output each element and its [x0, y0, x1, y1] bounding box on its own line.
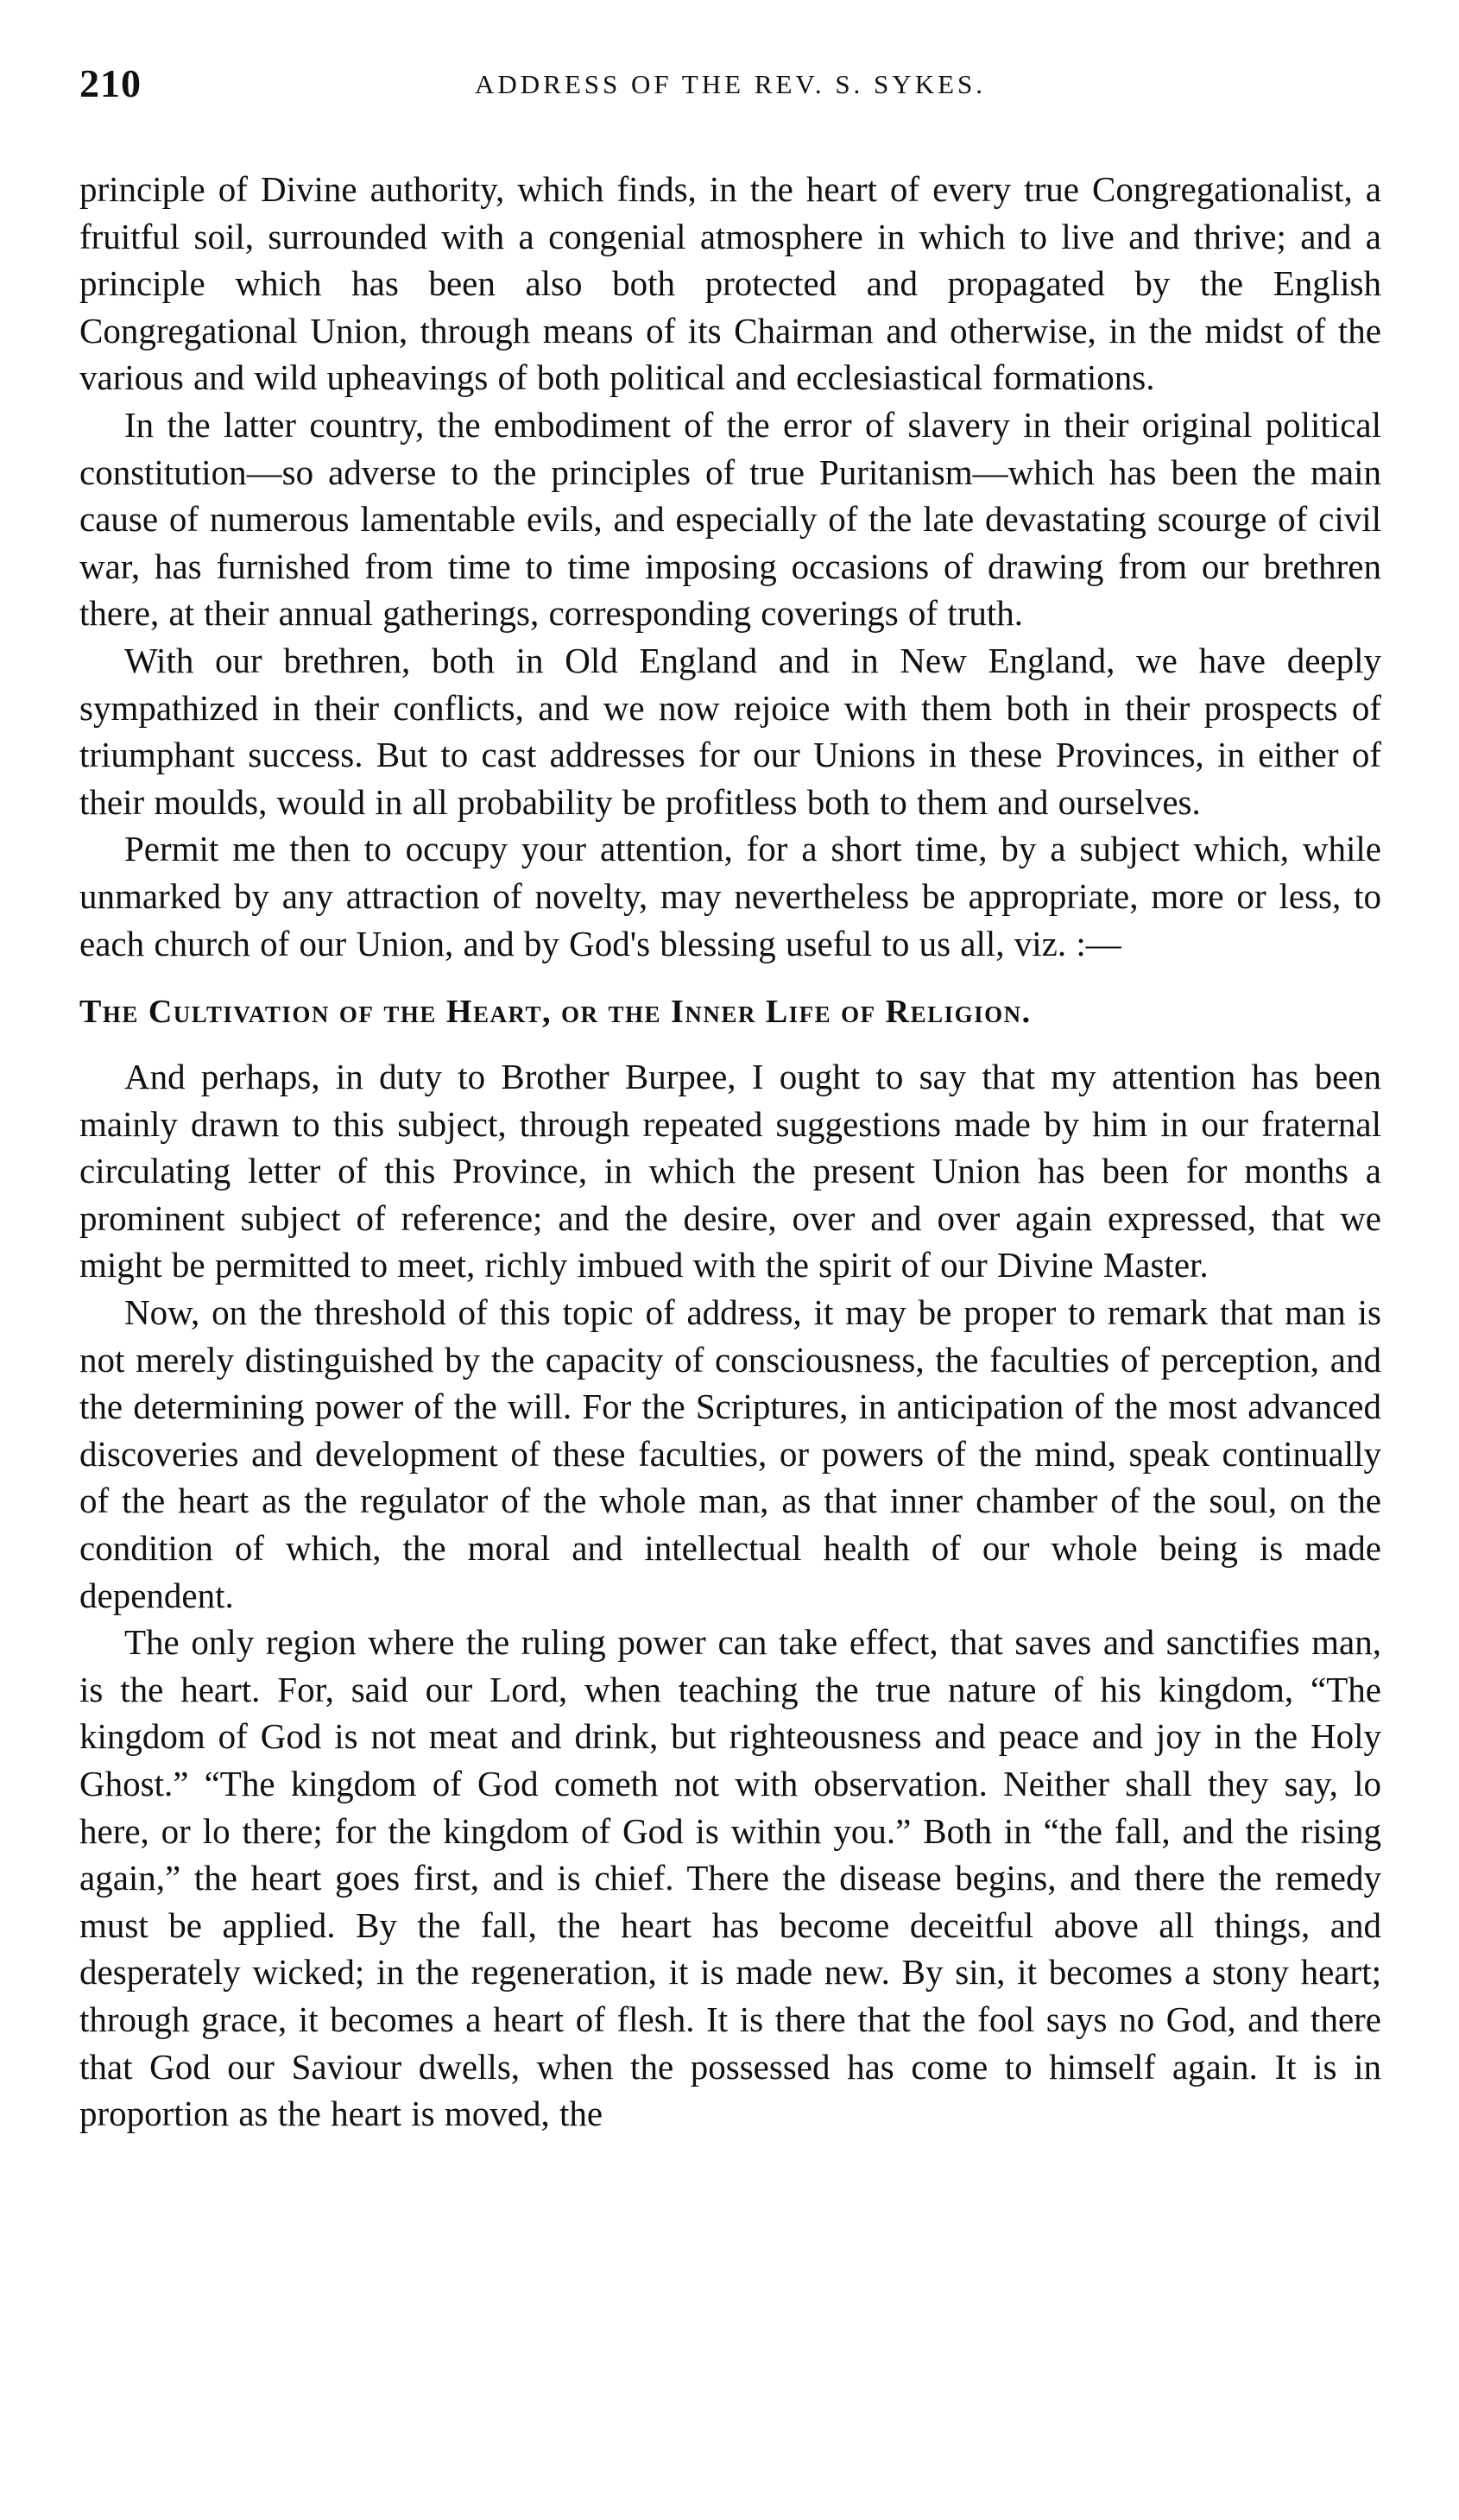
page-number: 210: [79, 61, 142, 105]
text-block-before-heading: [79, 166, 1381, 967]
paragraph-threshold: Now, on the threshold of this topic of address, it may be proper to remark that man is not merely distinguished by the capacity of consciousness, the faculties of perception, and the determining power of the will. For the Scriptures, in anticipation of the most advanced discoveries and development of these faculties, or powers of the mind, speak continually of the heart as the regulator of the whole man, as that inner chamber of the soul, on the condition of which, the moral and intellectual health of our whole being is made dependent.: [79, 1292, 1381, 1615]
paragraph-continuation: principle of Divine authority, which finds, in the heart of every true Congregationalist, a fruitful soil, surrounded with a congenial atmosphere in which to live and thrive; and a principle which has been also both protected and propagated by the English Congregational Union, through means of its Chairman and otherwise, in the midst of the various and wild upheavings of both political and ecclesiastical formations.: [79, 169, 1381, 398]
running-head: [79, 60, 1381, 123]
paragraph-burpee: And perhaps, in duty to Brother Burpee, I ought to say that my attention has been mainly drawn to this subject, through repeated suggestions made by him in our fraternal circulating letter of this Province, in which the present Union has been for months a prominent subject of reference; and the desire, over and over again expressed, that we might be permitted to meet, richly imbued with the spirit of our Divine Master.: [79, 1057, 1381, 1285]
section-heading: The Cultivation of the Heart, or the Inner Life of Religion.: [79, 994, 1032, 1031]
paragraph-brethren: With our brethren, both in Old England and in New England, we have deeply sympathized in their conflicts, and we now rejoice with them both in their prospects of triumphant success. But to cast addresses for our Unions in these Provinces, in either of their moulds, would in all probability be profitless both to them and ourselves.: [79, 640, 1381, 822]
book-page: [79, 60, 1381, 2138]
running-title: ADDRESS OF THE REV. S. SYKES.: [474, 69, 987, 99]
paragraph-heart-region: The only region where the ruling power can take effect, that saves and sanctifies man, is the heart. For, said our Lord, when teaching the true nature of his kingdom, “The kingdom of God is not meat and drink, but righteousness and peace and joy in the Holy Ghost.” “The kingdom of God cometh not with observation. Neither shall they say, lo here, or lo there; for the kingdom of God is within you.” Both in “the fall, and the rising again,” the heart goes first, and is chief. There the disease begins, and there the remedy must be applied. By the fall, the heart has become deceitful above all things, and desperately wicked; in the regeneration, it is made new. By sin, it becomes a stony heart; through grace, it becomes a heart of flesh. It is there that the fool says no God, and there that God our Saviour dwells, when the possessed has come to himself again. It is in proportion as the heart is moved, the: [79, 1622, 1381, 2134]
paragraph-slavery: In the latter country, the embodiment of the error of slavery in their original political constitution—so adverse to the principles of true Puritanism—which has been the main cause of numerous lamentable evils, and especially of the late devastating scourge of civil war, has furnished from time to time imposing occasions of drawing from our brethren there, at their annual gatherings, corresponding coverings of truth.: [79, 404, 1381, 634]
paragraph-permit: Permit me then to occupy your attention, for a short time, by a subject which, while unmarked by any attraction of novelty, may nevertheless be appropriate, more or less, to each church of our Union, and by God's blessing useful to us all, viz. :—: [79, 829, 1381, 963]
text-block-after-heading: [79, 1053, 1381, 2138]
